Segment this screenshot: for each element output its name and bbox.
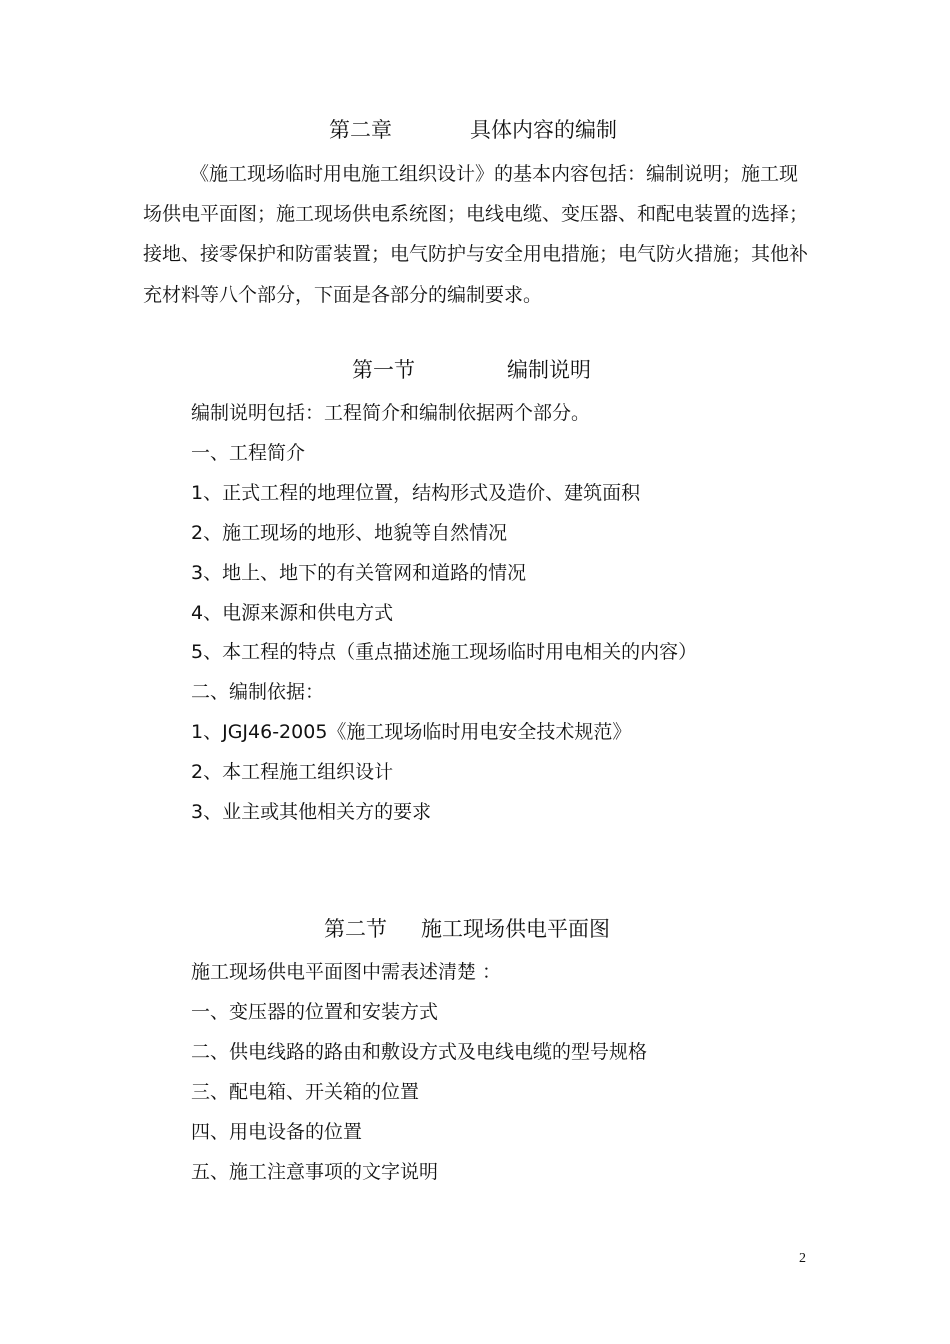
section-label: 第二节	[324, 917, 387, 941]
list-item: 1、正式工程的地理位置，结构形式及造价、建筑面积	[191, 482, 641, 504]
list-item: 一、工程简介	[191, 442, 306, 464]
section-heading	[324, 916, 610, 942]
intro-line: 场供电平面图；施工现场供电系统图；电线电缆、变压器、和配电装置的选择；	[143, 203, 809, 225]
list-item: 五、施工注意事项的文字说明	[191, 1161, 439, 1183]
list-item: 3、地上、地下的有关管网和道路的情况	[191, 562, 527, 584]
list-item: 4、电源来源和供电方式	[191, 602, 394, 624]
section-title: 编制说明	[507, 358, 591, 382]
list-item: 四、用电设备的位置	[191, 1121, 363, 1143]
section-label: 第一节	[352, 358, 415, 382]
list-item: 施工现场供电平面图中需表述清楚 ：	[191, 961, 502, 983]
section-title: 施工现场供电平面图	[421, 917, 610, 941]
list-item: 二、供电线路的路由和敷设方式及电线电缆的型号规格	[191, 1041, 648, 1063]
page-number: 2	[799, 1251, 806, 1266]
chapter-title: 具体内容的编制	[470, 118, 617, 142]
chapter-heading	[329, 117, 617, 143]
list-item: 5、本工程的特点（重点描述施工现场临时用电相关的内容）	[191, 641, 698, 663]
section-heading	[352, 357, 591, 383]
intro-line: 充材料等八个部分，下面是各部分的编制要求。	[143, 284, 543, 306]
list-item: 编制说明包括：工程简介和编制依据两个部分。	[191, 402, 591, 424]
intro-line: 《施工现场临时用电施工组织设计》的基本内容包括：编制说明；施工现	[190, 163, 799, 185]
list-item: 二、编制依据：	[191, 681, 325, 703]
list-item: 2、施工现场的地形、地貌等自然情况	[191, 522, 508, 544]
list-item: 1、JGJ46-2005《施工现场临时用电安全技术规范》	[191, 721, 632, 743]
list-item: 2、本工程施工组织设计	[191, 761, 394, 783]
list-item: 3、业主或其他相关方的要求	[191, 801, 432, 823]
list-item: 三、配电箱、开关箱的位置	[191, 1081, 420, 1103]
list-item: 一、变压器的位置和安装方式	[191, 1001, 439, 1023]
intro-line: 接地、接零保护和防雷装置；电气防护与安全用电措施；电气防火措施；其他补	[143, 243, 809, 265]
chapter-label: 第二章	[329, 118, 392, 142]
